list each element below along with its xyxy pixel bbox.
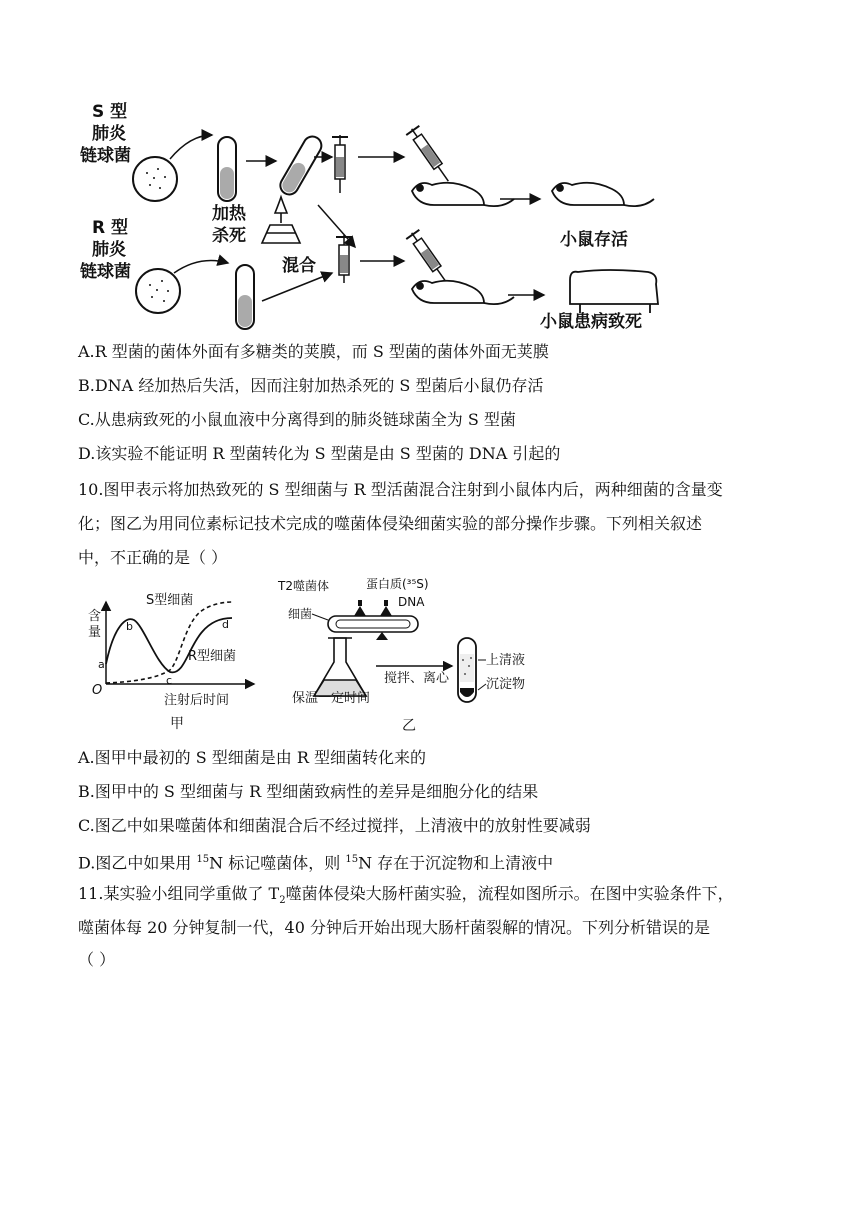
s-strain-label-2: 肺炎 — [92, 124, 126, 144]
point-c-label: c — [166, 674, 173, 687]
sediment-label: 沉淀物 — [486, 677, 526, 692]
y-axis-label-2: 量 — [88, 625, 102, 640]
point-b-label: b — [126, 620, 133, 633]
r-curve-label: R型细菌 — [188, 649, 237, 664]
r-culture-dish-icon — [136, 269, 180, 313]
isotope-mass-number: 15 — [196, 854, 210, 865]
q9-option-d: D.该实验不能证明 R 型菌转化为 S 型菌是由 S 型菌的 DNA 引起的 — [78, 444, 561, 463]
bacteria-content-graph — [84, 586, 274, 736]
griffith-experiment-figure — [70, 95, 710, 340]
q10-option-b: B.图甲中的 S 型细菌与 R 型细菌致病性的差异是细胞分化的结果 — [78, 782, 539, 801]
point-a-label: a — [98, 658, 105, 671]
y-axis-label-1: 含 — [88, 609, 102, 624]
panel-label-yi: 乙 — [402, 718, 416, 734]
mouse-icon — [412, 183, 514, 206]
s-culture-dish-icon — [133, 157, 177, 201]
s-bacteria-curve — [106, 602, 232, 683]
r-bacteria-curve — [106, 618, 232, 672]
q9-option-c: C.从患病致死的小鼠血液中分离得到的肺炎链球菌全为 S 型菌 — [78, 410, 516, 429]
bacterium-cell-icon — [328, 616, 418, 632]
point-d-label: d — [222, 618, 229, 631]
heat-kill-label-2: 杀死 — [212, 226, 246, 246]
q10-option-a: A.图甲中最初的 S 型细菌是由 R 型细菌转化来的 — [78, 748, 426, 767]
syringe-icon — [336, 235, 352, 283]
s-strain-label-1: S 型 — [92, 102, 128, 122]
q10-stem-line-2: 化；图乙为用同位素标记技术完成的噬菌体侵染细菌实验的部分操作步骤。下列相关叙述 — [78, 514, 703, 533]
q9-option-a: A.R 型菌的菌体外面有多糖类的荚膜，而 S 型菌的菌体外面无荚膜 — [78, 342, 549, 361]
r-strain-label-1: R 型 — [92, 218, 129, 238]
flask-icon — [314, 638, 366, 696]
q10-stem-line-1: 10.图甲表示将加热致死的 S 型细菌与 R 型活菌混合注射到小鼠体内后，两种细菌的含量变 — [78, 480, 723, 499]
syringe-icon — [332, 135, 348, 193]
isotope-mass-number: 15 — [345, 854, 359, 865]
r-strain-label-3: 链球菌 — [80, 262, 131, 282]
phage-label: T2噬菌体 — [278, 579, 329, 593]
stir-centrifuge-label: 搅拌、离心 — [384, 671, 450, 686]
q9-option-b: B.DNA 经加热后失活，因而注射加热杀死的 S 型菌后小鼠仍存活 — [78, 376, 544, 395]
r-strain-label-2: 肺炎 — [92, 240, 126, 260]
surviving-mouse-icon — [552, 183, 654, 206]
s-strain-label-3: 链球菌 — [80, 146, 131, 166]
phage-infection-figure — [272, 576, 542, 736]
panel-label-jia: 甲 — [170, 716, 184, 732]
syringe-icon — [405, 124, 455, 186]
alcohol-burner-icon — [262, 197, 300, 243]
q11-stem-line-2: 噬菌体每 20 分钟复制一代，40 分钟后开始出现大肠杆菌裂解的情况。下列分析错误的是 — [78, 918, 710, 937]
s-curve-label: S型细菌 — [146, 593, 194, 608]
q10-option-d-text-2: N 标记噬菌体，则 — [209, 853, 346, 873]
mouse-survive-label: 小鼠存活 — [560, 230, 628, 250]
phage-subscript: 2 — [279, 895, 286, 907]
incubate-label: 保温一定时间 — [292, 691, 371, 706]
mouse-icon — [412, 281, 514, 304]
dna-label: DNA — [398, 595, 425, 609]
q10-option-d-text-1: D.图乙中如果用 — [78, 853, 197, 873]
q11-stem-line-1 — [78, 884, 734, 911]
origin-label: O — [92, 683, 103, 698]
q11-stem-line-3: （ ） — [78, 950, 116, 969]
protein-label: 蛋白质(³⁵S) — [366, 577, 429, 591]
mix-label: 混合 — [282, 256, 316, 276]
x-axis-label: 注射后时间 — [164, 693, 230, 708]
syringe-icon — [405, 228, 454, 288]
bacteria-label: 细菌 — [288, 607, 313, 621]
q11-text-2: 噬菌体侵染大肠杆菌实验，流程如图所示。在图中实验条件下， — [285, 884, 734, 903]
dead-mouse-icon — [570, 270, 658, 313]
mouse-die-label: 小鼠患病致死 — [540, 312, 642, 332]
q10-option-d-text-3: N 存在于沉淀物和上清液中 — [358, 853, 554, 873]
q11-text-1: 11.某实验小组同学重做了 T — [78, 884, 280, 903]
q10-option-c: C.图乙中如果噬菌体和细菌混合后不经过搅拌，上清液中的放射性要减弱 — [78, 816, 591, 835]
q10-option-d — [78, 850, 553, 873]
q10-stem-line-3: 中，不正确的是（ ） — [78, 548, 228, 567]
supernatant-label: 上清液 — [486, 653, 526, 668]
heat-kill-label-1: 加热 — [212, 204, 246, 224]
